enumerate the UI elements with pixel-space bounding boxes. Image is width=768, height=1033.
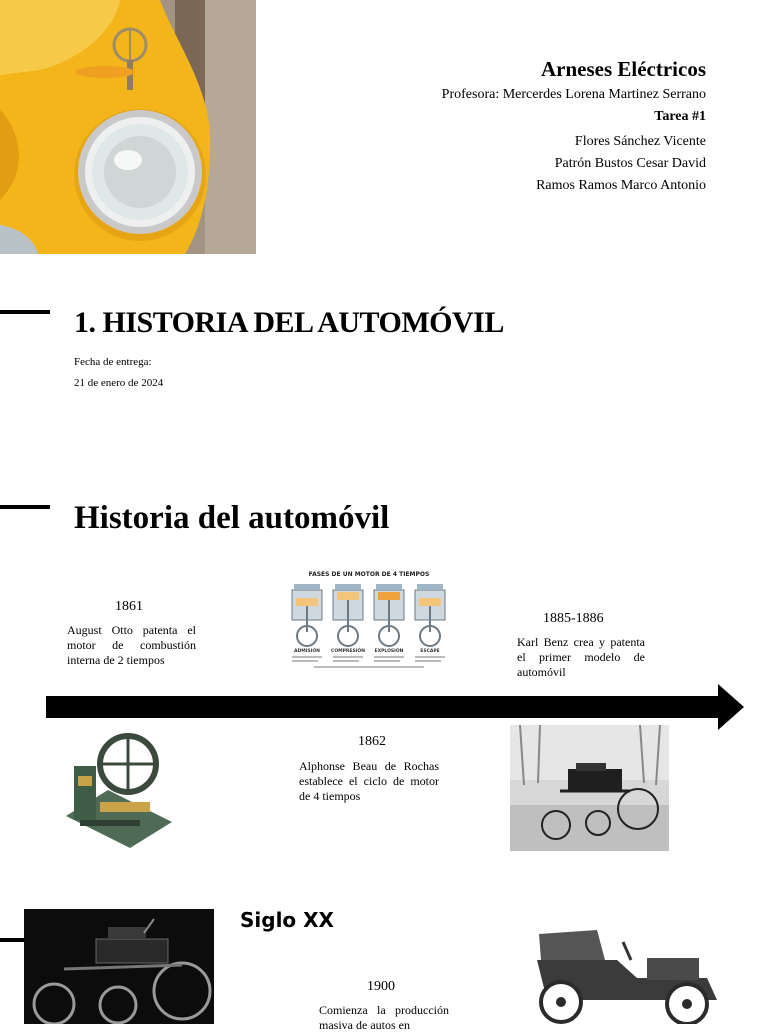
student-name: Flores Sánchez Vicente (574, 134, 706, 149)
task-label: Tarea #1 (654, 109, 706, 124)
course-title: Arneses Eléctricos (540, 57, 706, 81)
diagram-phase: ADMISIÓN (294, 649, 320, 654)
section-marker (0, 505, 50, 509)
diagram-title: FASES DE UN MOTOR DE 4 TIEMPOS (308, 571, 430, 578)
due-date-value: 21 de enero de 2024 (74, 377, 164, 389)
section-marker (0, 310, 50, 314)
four-stroke-diagram (284, 568, 454, 670)
benz-motorwagen-photo (24, 909, 214, 1024)
section-title: Siglo XX (240, 908, 334, 932)
section-title: 1. HISTORIA DEL AUTOMÓVIL (74, 306, 504, 339)
section-title: Historia del automóvil (74, 500, 390, 536)
diagram-phase: EXPLOSIÓN (374, 649, 404, 654)
student-name: Ramos Ramos Marco Antonio (536, 178, 706, 193)
timeline-year: 1900 (367, 979, 395, 994)
diagram-phase: COMPRESIÓN (331, 649, 365, 654)
cover-photo (0, 0, 256, 254)
otto-engine-image (60, 726, 176, 850)
due-date-label: Fecha de entrega: (74, 356, 152, 368)
timeline-year: 1861 (115, 599, 143, 614)
early-car-photo (527, 920, 732, 1024)
timeline-year: 1885-1886 (543, 611, 604, 626)
timeline-description: August Otto patenta el motor de combustión interna de 2 tiempos (67, 623, 196, 667)
student-name: Patrón Bustos Cesar David (554, 156, 706, 171)
timeline-year: 1862 (358, 734, 386, 749)
timeline-description: Alphonse Beau de Rochas establece el ciclo de motor de 4 tiempos (299, 759, 439, 803)
timeline-description: Karl Benz crea y patenta el primer modelo de automóvil (517, 635, 645, 679)
benz-car-photo (510, 725, 669, 851)
timeline-description: Comienza la producción masiva de autos en (319, 1003, 449, 1032)
diagram-phase: ESCAPE (420, 649, 440, 654)
teacher-name: Profesora: Mercerdes Lorena Martinez Serrano (441, 87, 706, 102)
